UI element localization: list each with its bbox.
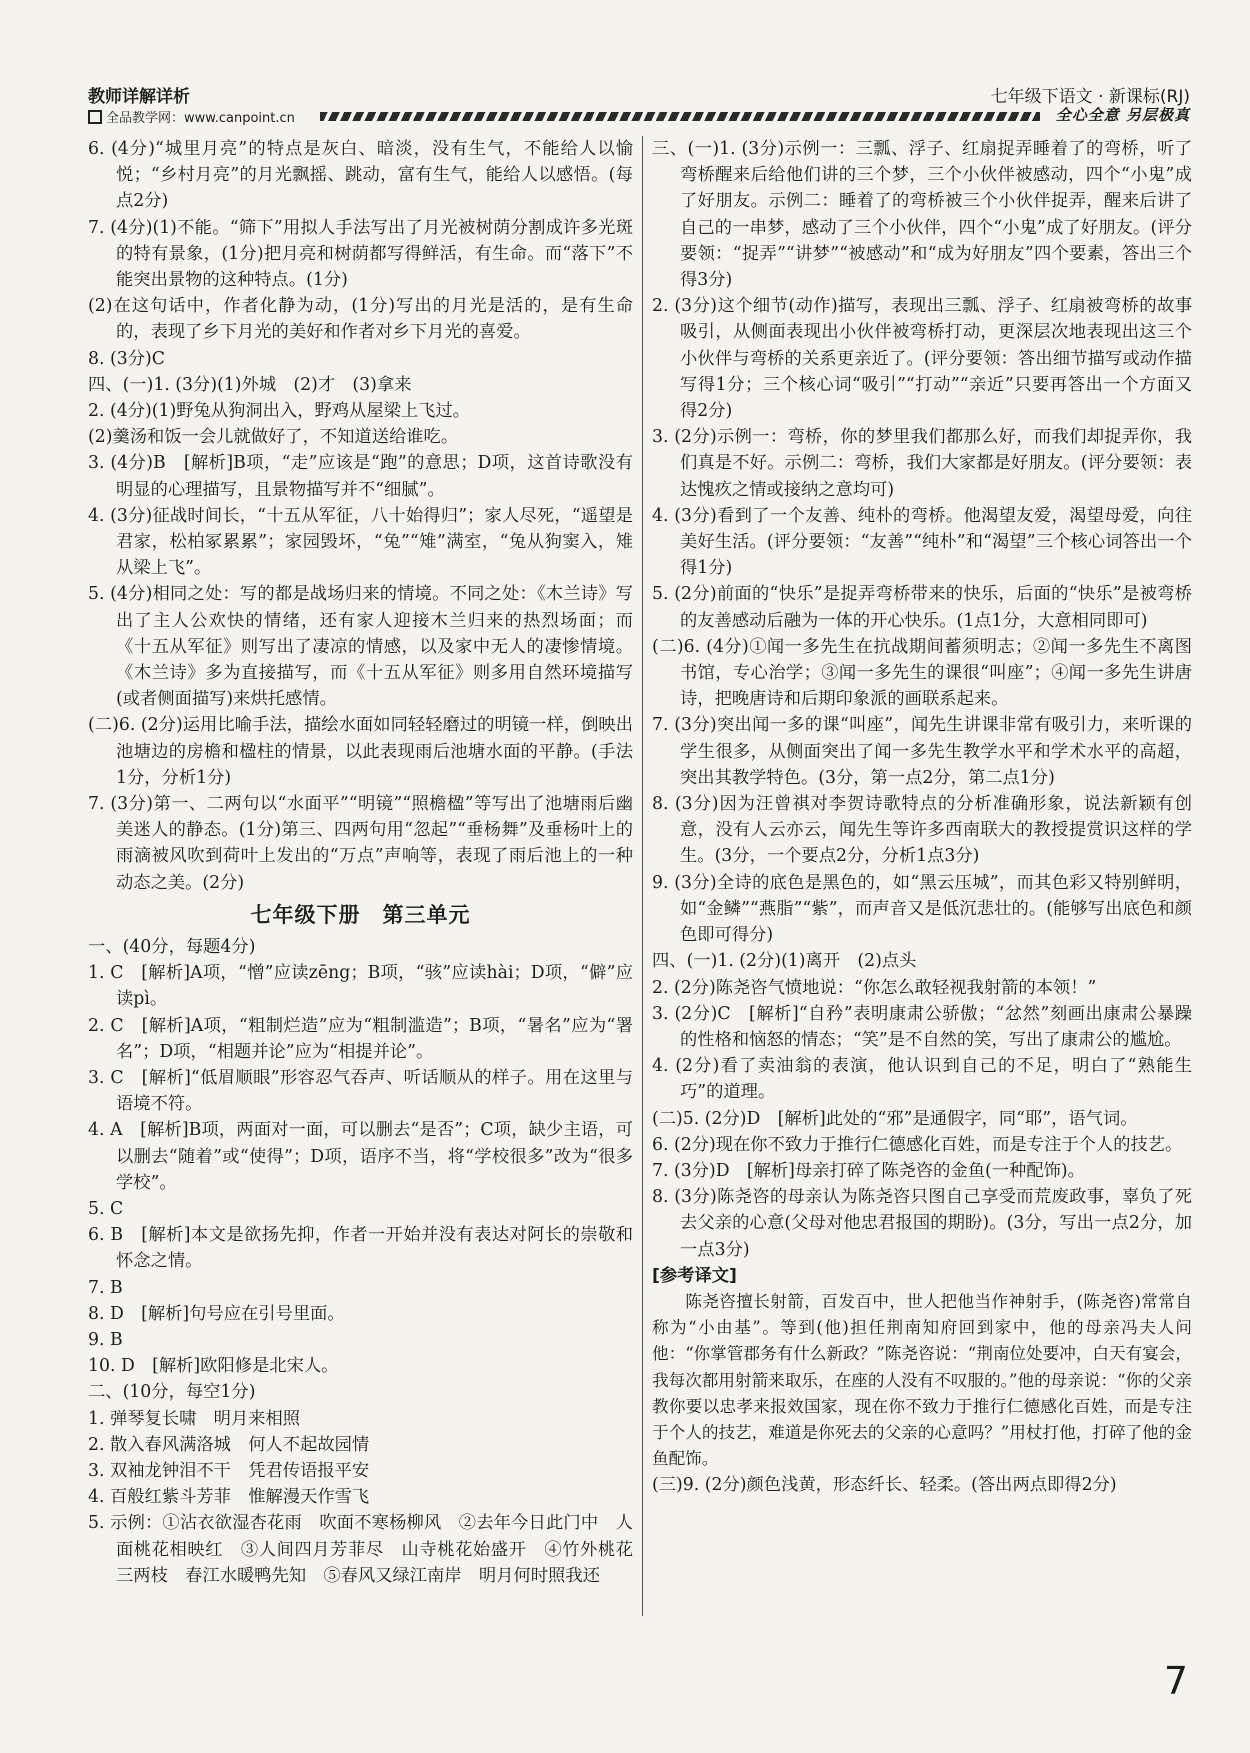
answer-line: 4. (3分)征战时间长，“十五从军征，八十始得归”；家人尽死，“遥望是君家，松柏冢累累”；家园毁坏，“兔”“雉”满室，“兔从狗窦入，雉从梁上飞”。 — [88, 505, 633, 579]
answer-line: 2. (2分)陈尧咨气愤地说：“你怎么敢轻视我射箭的本领！” — [652, 977, 1097, 998]
answer-line: 二、(10分，每空1分) — [88, 1382, 256, 1403]
answer-line: 8. D [解析]句号应在引号里面。 — [88, 1303, 345, 1324]
answer-line: 7. (3分)D [解析]母亲打碎了陈尧咨的金鱼(一种配饰)。 — [652, 1160, 1085, 1181]
answer-line: 5. 示例：①沾衣欲湿杏花雨 吹面不寒杨柳风 ②去年今日此门中 人面桃花相映红 ③人间四月芳菲尽 山寺桃花始盛开 ④竹外桃花三两枝 春江水暖鸭先知 ⑤春风又绿江南岸 明月何时照我还 — [88, 1513, 633, 1586]
canpoint-logo-icon — [88, 110, 102, 124]
header-left-title: 教师详解详析 — [88, 87, 190, 107]
answer-line: 6. (4分)“城里月亮”的特点是灰白、暗淡，没有生气，不能给人以愉悦；“乡村月亮”的月光飘摇、跳动，富有生气，能给人以感悟。(每点2分) — [88, 139, 633, 212]
answer-line: 4. A [解析]B项，两面对一面，可以删去“是否”；C项，缺少主语，可以删去“随着”或“使得”；D项，语序不当，将“学校很多”改为“很多学校”。 — [88, 1120, 633, 1193]
answer-line: 4. 百般红紫斗芳菲 惟解漫天作雪飞 — [88, 1487, 370, 1508]
answer-line: 9. (3分)全诗的底色是黑色的，如“黑云压城”，而其色彩又特别鲜明，如“金鳞”“燕脂”“紫”，而声音又是低沉悲壮的。(能够写出底色和颜色即可得分) — [652, 872, 1192, 946]
answer-line: (二)6. (4分)①闻一多先生在抗战期间蓄须明志；②闻一多先生不离图书馆，专心治学；③闻一多先生的课很“叫座”；④闻一多先生讲唐诗，把晚唐诗和后期印象派的画联系起来。 — [652, 636, 1192, 710]
answer-line: 3. (2分)示例一：弯桥，你的梦里我们都那么好，而我们却捉弄你，我们真是不好。示例二：弯桥，我们大家都是好朋友。(评分要领：表达愧疚之情或接纳之意均可) — [652, 427, 1192, 500]
answer-line: 6. B [解析]本文是欲扬先抑，作者一开始并没有表达对阿长的崇敬和怀念之情。 — [88, 1225, 633, 1272]
header-right-title: 七年级下语文 · 新课标(RJ) — [990, 87, 1190, 107]
column-divider — [642, 136, 643, 1616]
answer-line: 2. (4分)(1)野兔从狗洞出入，野鸡从屋梁上飞过。 — [88, 401, 471, 422]
section-title: 七年级下册 第三单元 — [250, 902, 471, 927]
header-slogan: 全心全意 另层极真 — [1055, 106, 1190, 124]
answer-line: 7. B — [88, 1277, 123, 1298]
answer-line: 三、(一)1. (3分)示例一：三瓢、浮子、红扇捉弄睡着了的弯桥，听了弯桥醒来后给他们讲的三个梦，三个小伙伴被感动，四个“小鬼”成了好朋友。示例二：睡着了的弯桥被三个小伙伴捉弄，醒来后讲了自己的一串梦，感动了三个小伙伴，四个“小鬼”成了好朋友。(评分要领：“捉弄”“讲梦”“被感动”和“成为好朋友”四个要素，答出三个得3分) — [652, 139, 1192, 291]
answer-line: (二)6. (2分)运用比喻手法，描绘水面如同轻轻磨过的明镜一样，倒映出池塘边的房檐和楹柱的情景，以此表现雨后池塘水面的平静。(手法1分，分析1分) — [88, 715, 633, 788]
left-column — [88, 136, 633, 1589]
page-number: 7 — [1163, 1659, 1188, 1703]
answer-line: 4. (3分)看到了一个友善、纯朴的弯桥。他渴望友爱，渴望母爱，向往美好生活。(评分要领：“友善”“纯朴”和“渴望”三个核心词答出一个得1分) — [652, 505, 1192, 579]
reference-title: [参考译文] — [652, 1265, 737, 1286]
answer-line: 10. D [解析]欧阳修是北宋人。 — [88, 1356, 339, 1377]
header-website — [88, 107, 295, 126]
answer-line: (2)在这句话中，作者化静为动，(1分)写出的月光是活的，是有生命的，表现了乡下月光的美好和作者对乡下月光的喜爱。 — [88, 296, 633, 343]
answer-line: (二)5. (2分)D [解析]此处的“邪”是通假字，同“耶”，语气词。 — [652, 1108, 1138, 1129]
answer-line: 3. C [解析]“低眉顺眼”形容忍气吞声、听话顺从的样子。用在这里与语境不符。 — [88, 1067, 633, 1115]
website-text: 全品教学网：www.canpoint.cn — [106, 111, 295, 126]
answer-line: 四、(一)1. (3分)(1)外城 (2)才 (3)拿来 — [88, 374, 412, 395]
answer-line: 8. (3分)因为汪曾祺对李贺诗歌特点的分析准确形象，说法新颖有创意，没有人云亦云，闻先生等许多西南联大的教授提赏识这样的学生。(3分，一个要点2分，分析1点3分) — [652, 794, 1192, 867]
answer-line: 四、(一)1. (2分)(1)离开 (2)点头 — [652, 951, 917, 972]
answer-line: 7. (3分)突出闻一多的课“叫座”，闻先生讲课非常有吸引力，来听课的学生很多，从侧面突出了闻一多先生教学水平和学术水平的高超，突出其教学特色。(3分，第一点2分，第二点1分) — [652, 715, 1192, 788]
answer-line: 1. C [解析]A项，“憎”应读zēng；B项，“骇”应读hài；D项，“僻”应读pì。 — [88, 963, 633, 1010]
answer-line: 8. (3分)C — [88, 348, 165, 369]
right-column — [652, 136, 1192, 1499]
answer-line: (2)羹汤和饭一会儿就做好了，不知道送给谁吃。 — [88, 427, 459, 448]
answer-line: 1. 弹琴复长啸 明月来相照 — [88, 1408, 301, 1429]
answer-line: 6. (2分)现在你不致力于推行仁德感化百姓，而是专注于个人的技艺。 — [652, 1134, 1183, 1155]
answer-line: (三)9. (2分)颜色浅黄，形态纤长、轻柔。(答出两点即得2分) — [652, 1475, 1117, 1496]
answer-line: 5. (2分)前面的“快乐”是捉弄弯桥带来的快乐，后面的“快乐”是被弯桥的友善感动后融为一体的开心快乐。(1点1分，大意相同即可) — [652, 584, 1192, 631]
answer-line: 一、(40分，每题4分) — [88, 936, 256, 957]
answer-line: 3. (4分)B [解析]B项，“走”应该是“跑”的意思；D项，这首诗歌没有明显的心理描写，且景物描写并不“细腻”。 — [88, 453, 633, 500]
answer-line: 3. 双袖龙钟泪不干 凭君传语报平安 — [88, 1460, 370, 1481]
header-stripe-bar — [320, 112, 1040, 121]
page-header — [88, 82, 1190, 126]
answer-line: 3. (2分)C [解析]“自矜”表明康肃公骄傲；“忿然”刻画出康肃公暴躁的性格和恼怒的情态；“笑”是不自然的笑，写出了康肃公的尴尬。 — [652, 1003, 1192, 1050]
answer-line: 4. (2分)看了卖油翁的表演，他认识到自己的不足，明白了“熟能生巧”的道理。 — [652, 1056, 1192, 1103]
answer-line: 2. C [解析]A项，“粗制烂造”应为“粗制滥造”；B项，“暑名”应为“署名”；D项，“相题并论”应为“相提并论”。 — [88, 1015, 633, 1062]
answer-line: 9. B — [88, 1329, 123, 1350]
answer-line: 2. (3分)这个细节(动作)描写，表现出三瓢、浮子、红扇被弯桥的故事吸引，从侧面表现出小伙伴被弯桥打动，更深层次地表现出这三个小伙伴与弯桥的关系更亲近了。(评分要领：答出细节描写或动作描写得1分；三个核心词“吸引”“打动”“亲近”只要再答出一个方面又得2分) — [652, 296, 1192, 422]
answer-line: 8. (3分)陈尧咨的母亲认为陈尧咨只图自己享受而荒废政事，辜负了死去父亲的心意(父母对他忠君报国的期盼)。(3分，写出一点2分，加一点3分) — [652, 1187, 1192, 1260]
answer-line: 5. (4分)相同之处：写的都是战场归来的情境。不同之处：《木兰诗》写出了主人公欢快的情绪，还有家人迎接木兰归来的热烈场面；而《十五从军征》则写出了凄凉的情感，以及家中无人的凄惨情境。《木兰诗》多为直接描写，而《十五从军征》则多用自然环境描写(或者侧面描写)来烘托感情。 — [88, 584, 633, 710]
reference-text: 陈尧咨擅长射箭，百发百中，世人把他当作神射手，(陈尧咨)常常自称为“小由基”。等到(他)担任荆南知府回到家中，他的母亲冯夫人问他：“你掌管郡务有什么新政？”陈尧咨说：“荆南位处要冲，白天有宴会，我每次都用射箭来取乐，在座的人没有不叹服的。”他的母亲说：“你的父亲教你要以忠孝来报效国家，现在你不致力于推行仁德感化百姓，而是专注于个人的技艺，难道是你死去的父亲的心意吗？”用杖打他，打碎了他的金鱼配饰。 — [652, 1291, 1192, 1469]
answer-line: 2. 散入春风满洛城 何人不起故园情 — [88, 1434, 370, 1455]
answer-line: 7. (4分)(1)不能。“筛下”用拟人手法写出了月光被树荫分割成许多光斑的特有景象，(1分)把月亮和树荫都写得鲜活，有生命。而“落下”不能突出景物的这种特点。(1分) — [88, 217, 633, 291]
answer-line: 5. C — [88, 1198, 124, 1219]
answer-line: 7. (3分)第一、二两句以“水面平”“明镜”“照檐楹”等写出了池塘雨后幽美迷人的静态。(1分)第三、四两句用“忽起”“垂杨舞”及垂杨叶上的雨滴被风吹到荷叶上发出的“万点”声响等，表现了雨后池上的一种动态之美。(2分) — [88, 794, 633, 893]
